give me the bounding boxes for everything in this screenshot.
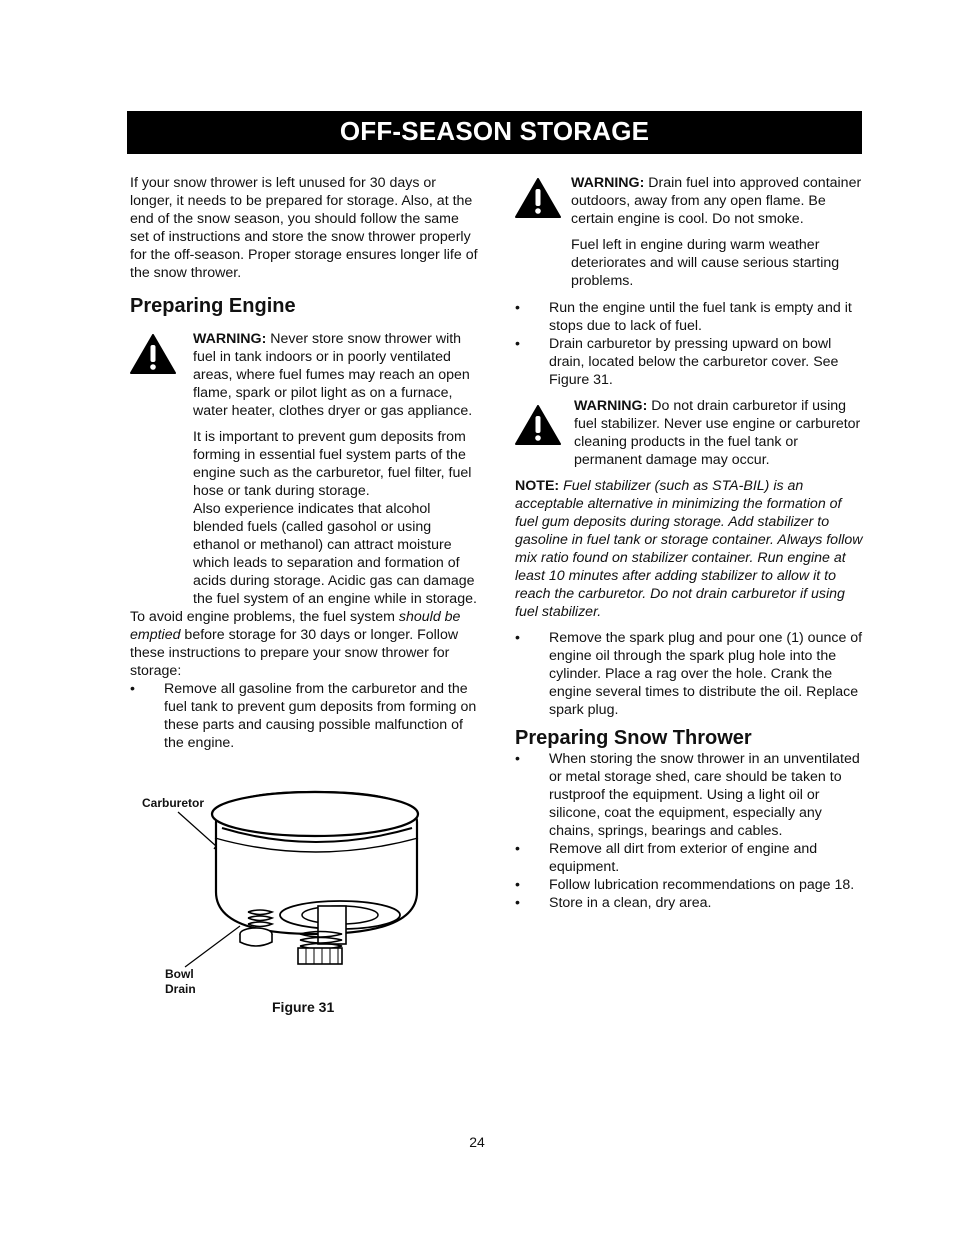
engine-warning-text xyxy=(193,330,480,420)
stabilizer-warning xyxy=(515,397,865,469)
title-bar xyxy=(127,111,862,154)
list-item: • Store in a clean, dry area. xyxy=(515,894,865,912)
carburetor-label: Carburetor xyxy=(142,796,205,810)
preparing-snow-thrower-heading: Preparing Snow Thrower xyxy=(515,727,752,749)
drain-label: Drain xyxy=(165,982,196,996)
drain-fuel-warning xyxy=(515,174,865,290)
warning-body: Drain fuel into approved container outdoors, away from any open flame. Be certain engine is cool. Do not smoke. xyxy=(571,175,862,227)
drain-fuel-warning-text xyxy=(571,174,865,228)
spark-plug-list xyxy=(515,629,865,719)
intro-paragraph: If your snow thrower is left unused for 30 days or longer, it needs to be prepared for storage. Also, at the end of the snow season, you should follow the same set of instructions and store the snow thrower properly for the off-season. Proper storage ensures longer life of the snow thrower. xyxy=(130,175,478,281)
avoid-emphasis: should be emptied xyxy=(130,609,461,643)
stabilizer-warning-text xyxy=(574,397,865,469)
right-column xyxy=(515,174,865,912)
page-title: OFF-SEASON STORAGE xyxy=(339,116,650,146)
list-item: • Follow lubrication recommendations on page 18. xyxy=(515,876,865,894)
engine-warning xyxy=(130,330,480,608)
figure-31 xyxy=(130,782,480,1022)
avoid-problems-paragraph xyxy=(130,608,480,680)
warning-body: Never store snow thrower with fuel in tank indoors or in poorly ventilated areas, where fuel fumes may reach an open flame, spark or pilot light as on a furnace, water heater, clothes dryer or gas appliance. xyxy=(193,331,473,419)
warning-triangle-icon xyxy=(130,334,176,379)
list-item: • Remove the spark plug and pour one (1) ounce of engine oil through the spark plug hole into the cylinder. Place a rag over the hole. Crank the engine several times to distribute the oil. Replace spark plug. xyxy=(515,629,865,719)
carburetor-bowl-illustration xyxy=(130,782,480,1022)
list-item: • Run the engine until the fuel tank is empty and it stops due to lack of fuel. xyxy=(515,299,865,335)
note-text: Fuel stabilizer (such as STA-BIL) is an acceptable alternative in minimizing the formation of fuel gum deposits during storage. Add stabilizer to gasoline in fuel tank or storage container. Always follow mix ratio found on stabilizer container. Run engine at least 10 minutes after adding stabilizer to allow it to reach the carburetor. Do not drain carburetor if using fuel stabilizer. xyxy=(515,478,863,620)
note-label: NOTE: xyxy=(515,478,560,494)
warning-triangle-icon xyxy=(515,405,561,450)
bowl-label: Bowl xyxy=(165,967,194,981)
avoid-pre: To avoid engine problems, the fuel system xyxy=(130,609,399,625)
snow-thrower-list xyxy=(515,750,865,912)
warning-body: Do not drain carburetor if using fuel stabilizer. Never use engine or carburetor cleaning products in the fuel tank or permanent damage may occur. xyxy=(574,398,861,468)
figure-caption: Figure 31 xyxy=(272,999,335,1015)
note-paragraph xyxy=(515,477,865,621)
left-column xyxy=(130,174,480,752)
warning-label: WARNING: xyxy=(571,175,645,191)
fuel-deteriorates-paragraph: Fuel left in engine during warm weather deteriorates and will cause serious starting problems. xyxy=(571,237,840,289)
list-item: • Remove all gasoline from the carburetor and the fuel tank to prevent gum deposits from forming on these parts and causing possible malfunction of the engine. xyxy=(130,680,480,752)
list-item: • Remove all dirt from exterior of engine and equipment. xyxy=(515,840,865,876)
list-item: • Drain carburetor by pressing upward on bowl drain, located below the carburetor cover. See Figure 31. xyxy=(515,335,865,389)
avoid-post: before storage for 30 days or longer. Follow these instructions to prepare your snow thrower for storage: xyxy=(130,627,459,679)
list-item: • When storing the snow thrower in an unventilated or metal storage shed, care should be taken to rustproof the equipment. Using a light oil or silicone, coat the equipment, especially any chains, springs, bearings and cables. xyxy=(515,750,865,840)
warning-label: WARNING: xyxy=(574,398,648,414)
warning-triangle-icon xyxy=(515,178,561,223)
gum-deposits-paragraph: It is important to prevent gum deposits from forming in essential fuel system parts of the engine such as the carburetor, fuel filter, fuel hose or tank during storage. xyxy=(193,429,472,499)
remove-gasoline-list xyxy=(130,680,480,752)
alcohol-fuels-paragraph: Also experience indicates that alcohol blended fuels (called gasohol or using ethanol or methanol) can attract moisture which leads to separation and formation of acids during storage. Acidic gas can damage the fuel system of an engine while in storage. xyxy=(193,501,477,607)
preparing-engine-heading: Preparing Engine xyxy=(130,295,296,317)
page-number: 24 xyxy=(469,1134,485,1150)
warning-label: WARNING: xyxy=(193,331,267,347)
drain-steps-list xyxy=(515,299,865,389)
